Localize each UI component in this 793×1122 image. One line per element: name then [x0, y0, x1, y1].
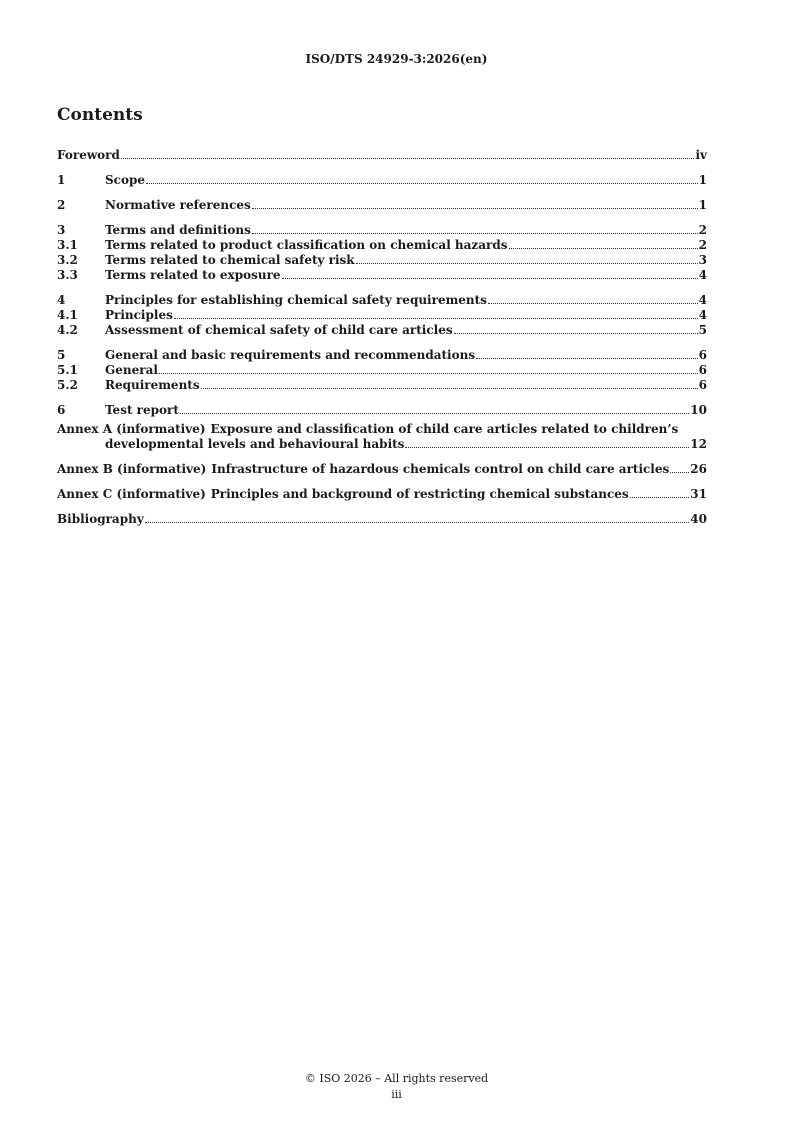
toc-entry-number: 3.3 — [57, 268, 78, 282]
toc-leader — [145, 522, 690, 523]
contents-heading: Contents — [57, 105, 143, 125]
annex-label: Annex A (informative) — [57, 422, 206, 436]
toc-entry-page: 5 — [698, 323, 707, 337]
toc-entry-title: Assessment of chemical safety of child care articles — [105, 323, 453, 337]
toc-leader — [121, 158, 695, 159]
toc-entry-title: Principles and background of restricting chemical substances — [210, 487, 629, 501]
toc-entry-number: 4.2 — [57, 323, 78, 337]
toc-entry-page: 6 — [698, 378, 707, 392]
toc-entry-title: Infrastructure of hazardous chemicals control on child care articles — [211, 462, 670, 476]
toc-entry-page: iv — [695, 148, 707, 162]
footer-copyright: © ISO 2026 – All rights reserved — [304, 1072, 489, 1085]
toc-entry-5-2[interactable] — [57, 378, 707, 393]
toc-leader — [509, 248, 698, 249]
toc-leader — [454, 333, 698, 334]
toc-entry-3-3[interactable] — [57, 268, 707, 283]
annex-label: Annex B (informative) — [57, 462, 207, 476]
toc-entry-title: Requirements — [105, 378, 200, 392]
toc-leader — [670, 472, 689, 473]
toc-leader — [252, 208, 698, 209]
toc-entry-page: 31 — [690, 487, 707, 501]
toc-leader — [174, 318, 698, 319]
toc-entry-number: 3.2 — [57, 253, 78, 267]
toc-entry-annex-a[interactable] — [57, 422, 707, 452]
toc-entry-1[interactable] — [57, 173, 707, 188]
toc-entry-title: Foreword — [57, 148, 120, 162]
toc-entry-page: 4 — [698, 268, 707, 282]
toc-leader — [405, 447, 689, 448]
toc-entry-page: 2 — [698, 223, 707, 237]
toc-entry-title: General and basic requirements and recommendations — [105, 348, 476, 362]
annex-label: Annex C (informative) — [57, 487, 206, 501]
toc-entry-title: Terms and definitions — [105, 223, 251, 237]
toc-entry-3-2[interactable] — [57, 253, 707, 268]
toc-entry-number: 3 — [57, 223, 66, 237]
toc-leader — [476, 358, 698, 359]
toc-leader — [252, 233, 698, 234]
toc-entry-4[interactable] — [57, 293, 707, 308]
toc-entry-number: 4 — [57, 293, 66, 307]
toc-entry-number: 1 — [57, 173, 66, 187]
toc-entry-annex-c[interactable] — [57, 487, 707, 502]
document-header: ISO/DTS 24929-3:2026(en) — [305, 52, 488, 66]
table-of-contents — [57, 148, 707, 527]
toc-entry-title: Test report — [105, 403, 179, 417]
toc-entry-page: 6 — [698, 363, 707, 377]
toc-entry-page: 1 — [698, 173, 707, 187]
toc-entry-page: 12 — [690, 437, 707, 451]
toc-leader — [356, 263, 698, 264]
toc-entry-foreword[interactable] — [57, 148, 707, 163]
toc-entry-3-1[interactable] — [57, 238, 707, 253]
toc-entry-title: General — [105, 363, 158, 377]
toc-entry-bibliography[interactable] — [57, 512, 707, 527]
toc-entry-number: 5.2 — [57, 378, 78, 392]
toc-entry-4-2[interactable] — [57, 323, 707, 338]
toc-entry-title: Principles for establishing chemical safety requirements — [105, 293, 487, 307]
toc-leader — [282, 278, 698, 279]
toc-entry-page: 6 — [698, 348, 707, 362]
toc-entry-4-1[interactable] — [57, 308, 707, 323]
toc-leader — [180, 413, 689, 414]
toc-entry-page: 1 — [698, 198, 707, 212]
toc-entry-number: 6 — [57, 403, 66, 417]
toc-entry-page: 4 — [698, 293, 707, 307]
toc-entry-title-continued: developmental levels and behavioural habits — [105, 437, 405, 451]
toc-entry-number: 5.1 — [57, 363, 78, 377]
toc-entry-title: Normative references — [105, 198, 251, 212]
toc-entry-2[interactable] — [57, 198, 707, 213]
toc-entry-page: 40 — [690, 512, 707, 526]
toc-entry-title: Terms related to chemical safety risk — [105, 253, 355, 267]
toc-entry-5-1[interactable] — [57, 363, 707, 378]
toc-entry-number: 5 — [57, 348, 66, 362]
toc-entry-number: 4.1 — [57, 308, 78, 322]
toc-entry-title: Terms related to exposure — [105, 268, 281, 282]
toc-entry-page: 2 — [698, 238, 707, 252]
toc-entry-title: Principles — [105, 308, 173, 322]
toc-entry-number: 3.1 — [57, 238, 78, 252]
toc-leader — [630, 497, 690, 498]
toc-entry-page: 10 — [690, 403, 707, 417]
toc-leader — [146, 183, 698, 184]
toc-entry-title: Exposure and classification of child care articles related to children’s — [210, 422, 679, 436]
toc-entry-3[interactable] — [57, 223, 707, 238]
toc-entry-number: 2 — [57, 198, 66, 212]
toc-entry-page: 26 — [690, 462, 707, 476]
toc-entry-page: 4 — [698, 308, 707, 322]
toc-leader — [159, 373, 698, 374]
toc-leader — [488, 303, 698, 304]
toc-entry-title: Terms related to product classification on chemical hazards — [105, 238, 508, 252]
toc-entry-page: 3 — [698, 253, 707, 267]
toc-entry-annex-b[interactable] — [57, 462, 707, 477]
toc-entry-title: Bibliography — [57, 512, 144, 526]
toc-entry-title: Scope — [105, 173, 146, 187]
toc-entry-5[interactable] — [57, 348, 707, 363]
toc-leader — [201, 388, 698, 389]
footer-page-number: iii — [391, 1088, 402, 1101]
toc-entry-6[interactable] — [57, 403, 707, 418]
